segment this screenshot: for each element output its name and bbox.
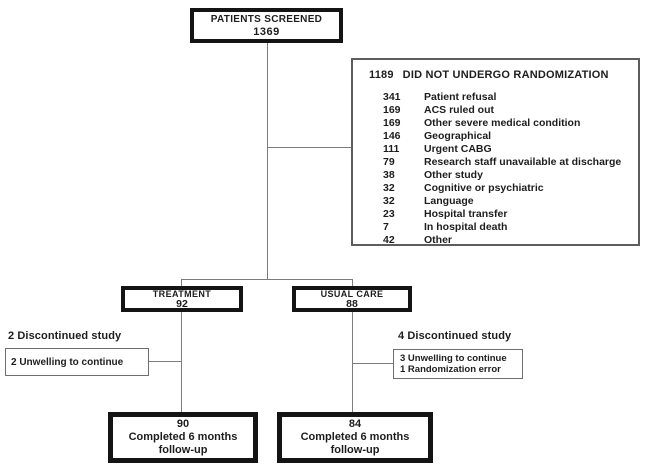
usual-care-discontinued-title: 4 Discontinued study: [398, 330, 512, 342]
exclusion-count: 42: [383, 234, 395, 246]
patients-screened-count: 1369: [253, 25, 280, 38]
exclusion-label: In hospital death: [424, 221, 508, 233]
usual-care-count: 88: [346, 297, 358, 310]
exclusion-count: 146: [383, 130, 401, 142]
exclusion-item: [383, 208, 621, 221]
exclusions-label: DID NOT UNDERGO RANDOMIZATION: [402, 69, 609, 81]
usual-care-completed-line1: Completed 6 months: [300, 431, 410, 443]
usual-care-label: USUAL CARE: [320, 288, 384, 299]
usual-care-completed-count: 84: [348, 418, 362, 430]
exclusion-item: [383, 169, 621, 182]
exclusion-label: Hospital transfer: [424, 208, 508, 220]
exclusion-item: [383, 143, 621, 156]
exclusion-count: 32: [383, 182, 395, 194]
exclusion-item: [383, 221, 621, 234]
treatment-completed-count: 90: [176, 418, 190, 430]
treatment-discontinued-reason: 2 Unwelling to continue: [11, 356, 124, 368]
treatment-discontinued-box: [5, 348, 149, 376]
usual-care-box: [292, 286, 412, 312]
connector-treatment-discontinued: [148, 361, 181, 362]
exclusion-item: [383, 117, 621, 130]
treatment-box: [121, 286, 243, 312]
exclusion-count: 341: [383, 91, 401, 103]
exclusion-item: [383, 130, 621, 143]
exclusion-item: [383, 195, 621, 208]
connector-main-vertical: [267, 43, 268, 279]
treatment-completed-box: [108, 412, 258, 463]
usual-care-discontinued-box: [393, 349, 523, 379]
exclusions-box: [351, 58, 640, 246]
exclusion-item: [383, 234, 621, 247]
exclusion-count: 169: [383, 104, 401, 116]
usual-care-completed-line2: follow-up: [330, 444, 380, 456]
exclusion-count: 23: [383, 208, 395, 220]
usual-care-completed-box: [277, 412, 433, 463]
exclusion-count: 32: [383, 195, 395, 207]
exclusion-count: 111: [383, 143, 400, 155]
connector-to-exclusions: [267, 147, 351, 148]
exclusion-label: Language: [424, 195, 474, 207]
exclusion-count: 38: [383, 169, 395, 181]
treatment-completed-line1: Completed 6 months: [128, 431, 238, 443]
exclusion-item: [383, 104, 621, 117]
exclusion-item: [383, 182, 621, 195]
treatment-label: TREATMENT: [152, 288, 212, 299]
exclusions-count: 1189: [369, 69, 394, 81]
exclusion-item: [383, 156, 621, 169]
exclusions-header: [369, 68, 609, 82]
connector-randomization-split: [181, 279, 353, 280]
exclusion-count: 169: [383, 117, 401, 129]
connector-treatment-vertical: [181, 311, 182, 412]
connector-usual-care-discontinued: [353, 363, 393, 364]
exclusion-label: Geographical: [424, 130, 492, 142]
patients-screened-label: PATIENTS SCREENED: [210, 13, 323, 25]
exclusion-label: Cognitive or psychiatric: [424, 182, 544, 194]
connector-usual-care-vertical: [352, 311, 353, 412]
exclusions-list: [383, 91, 621, 247]
exclusion-label: Other: [424, 234, 453, 246]
exclusion-label: Urgent CABG: [424, 143, 492, 155]
exclusion-label: ACS ruled out: [424, 104, 494, 116]
exclusion-label: Research staff unavailable at discharge: [424, 156, 622, 168]
exclusion-label: Other study: [424, 169, 483, 181]
usual-care-discontinued-reason: 1 Randomization error: [400, 364, 501, 375]
exclusion-count: 79: [383, 156, 395, 168]
exclusion-count: 7: [383, 221, 389, 233]
patients-screened-box: [190, 8, 343, 43]
exclusion-label: Other severe medical condition: [424, 117, 581, 129]
treatment-count: 92: [176, 297, 188, 310]
exclusion-label: Patient refusal: [424, 91, 497, 103]
exclusion-item: [383, 91, 621, 104]
treatment-discontinued-title: 2 Discontinued study: [8, 330, 122, 342]
usual-care-discontinued-reason: 3 Unwelling to continue: [400, 352, 507, 364]
treatment-completed-line2: follow-up: [158, 444, 208, 456]
